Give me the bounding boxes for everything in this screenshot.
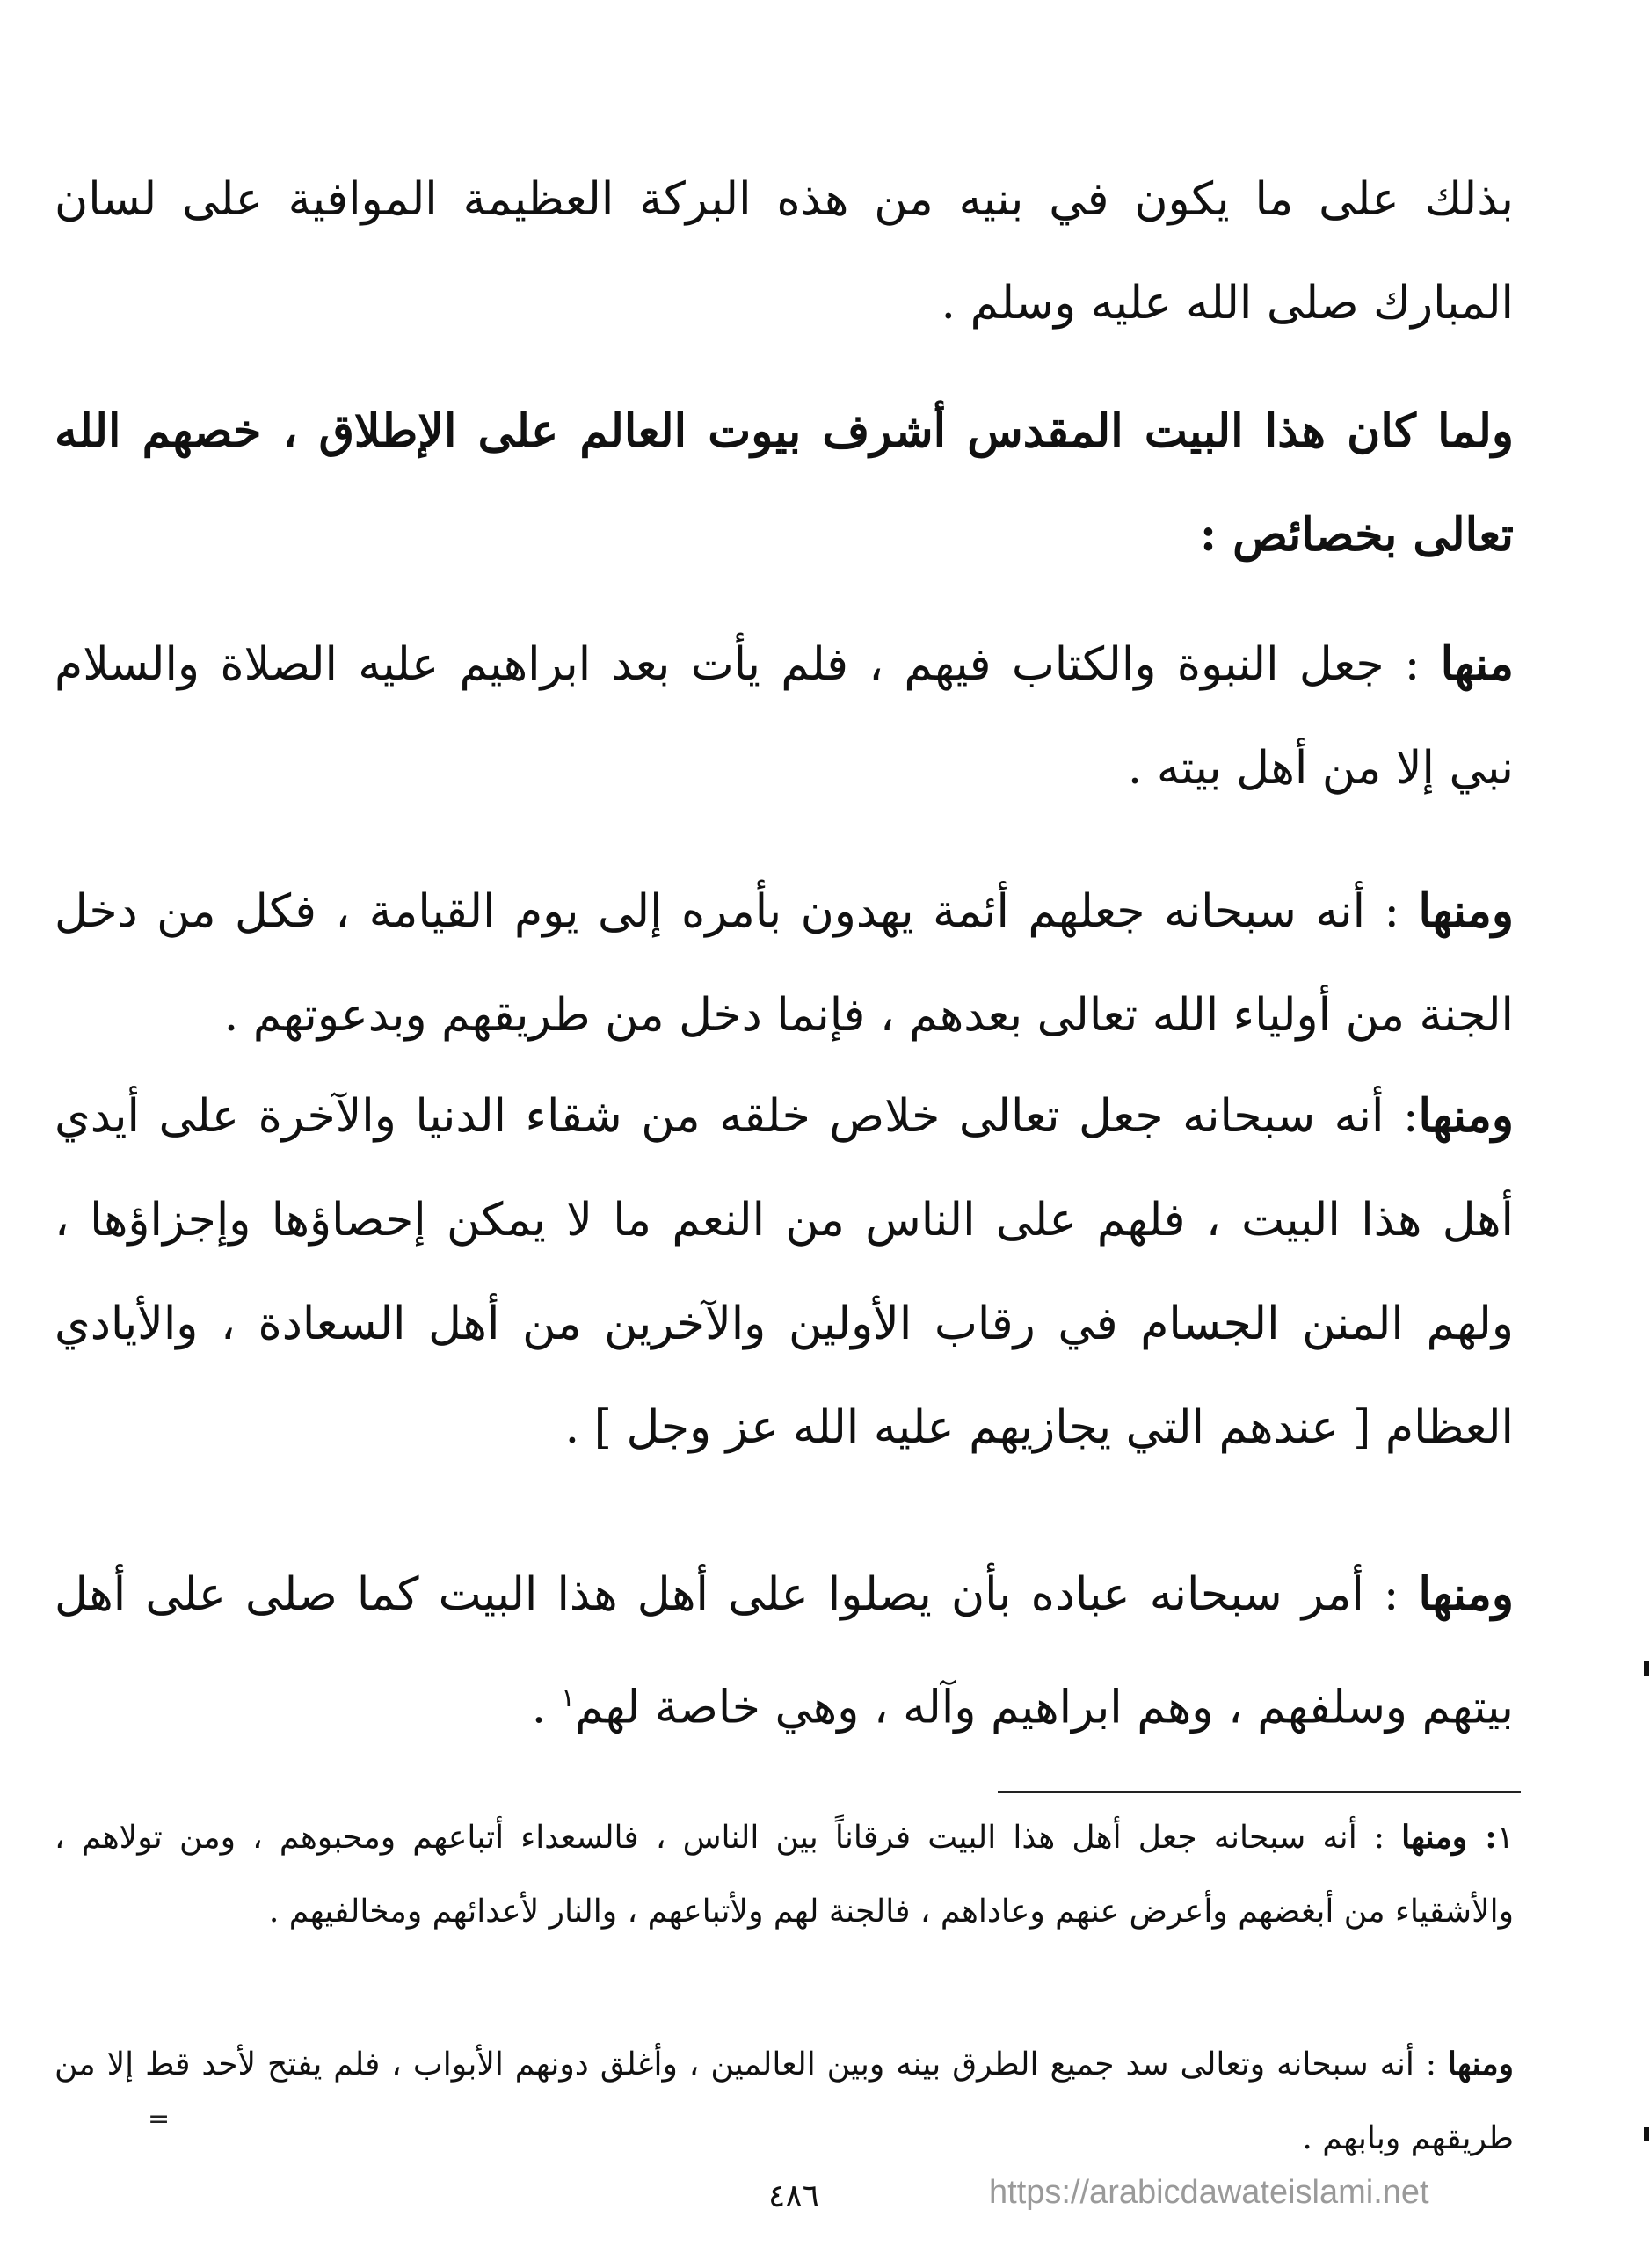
paragraph-intro <box>55 148 1514 355</box>
footnote-text-2: : أنه سبحانه وتعالى سد جميع الطرق بينه وبين العالمين ، وأغلق دونهم الأبواب ، فلم يفتح لأحد قط إلا من طريقهم وبابهم . <box>55 2046 1514 2156</box>
footnote-2 <box>55 2027 1514 2176</box>
paragraph-item-1 <box>55 613 1514 820</box>
footnote-separator <box>998 1791 1521 1793</box>
footnote-lead-2: ومنها <box>1447 2046 1514 2083</box>
footnote-lead-1: : ومنها <box>1401 1819 1497 1856</box>
page-number: ٤٨٦ <box>767 2178 819 2214</box>
item-lead-2: ومنها <box>1418 884 1514 938</box>
watermark-url[interactable]: https://arabicdawateislami.net <box>989 2174 1429 2211</box>
footnote-text-1: : أنه سبحانه جعل أهل هذا البيت فرقاناً بين الناس ، فالسعداء أتباعهم ومحبوهم ، ومن تولاهم ، والأشقياء من أبغضهم وأعرض عنهم وعاداهم ، فالجنة لهم ولأتباعهم ، والنار لأعدائهم ومخالفيهم . <box>55 1820 1514 1930</box>
paragraph-item-3 <box>55 1065 1514 1479</box>
item-lead-3: ومنها <box>1418 1089 1514 1143</box>
paragraph-item-2 <box>55 860 1514 1067</box>
item-text-3: : أنه سبحانه جعل تعالى خلاص خلقه من شقاء الدنيا والآخرة على أيدي أهل هذا البيت ، فلهم على الناس من النعم ما لا يمكن إحصاؤها وإجزاؤها ، ولهم المنن الجسام في رقاب الأولين والآخرين من أهل السعادة ، والأيادي العظام [ عندهم التي يجازيهم عليه الله عز وجل ] . <box>55 1090 1514 1454</box>
margin-marker: = <box>148 2104 171 2134</box>
item-lead-1: منها <box>1440 637 1514 691</box>
scan-edge-mark <box>1644 1661 1649 1676</box>
footnote-1 <box>55 1800 1514 1949</box>
item-lead-4: ومنها <box>1418 1567 1514 1621</box>
item-text-1: : جعل النبوة والكتاب فيهم ، فلم يأت بعد ابراهيم عليه الصلاة والسلام نبي إلا من أهل بيته . <box>55 638 1514 795</box>
item-text-4: : أمر سبحانه عباده بأن يصلوا على أهل هذا البيت كما صلى على أهل بيتهم وسلفهم ، وهم ابراهيم وآله ، وهي خاصة لهم <box>55 1568 1514 1734</box>
footnote-marker-1: ١ <box>1496 1820 1514 1856</box>
section-heading <box>55 380 1514 587</box>
paragraph-item-4 <box>55 1543 1514 1759</box>
paragraph-intro-text: بذلك على ما يكون في بنيه من هذه البركة العظيمة الموافية على لسان المبارك صلى الله عليه وسلم . <box>55 173 1514 330</box>
scan-edge-mark <box>1644 2127 1649 2141</box>
item-text-2: : أنه سبحانه جعلهم أئمة يهدون بأمره إلى يوم القيامة ، فكل من دخل الجنة من أولياء الله تعالى بعدهم ، فإنما دخل من طريقهم وبدعوتهم . <box>55 885 1514 1042</box>
footnote-reference[interactable]: ١ <box>560 1683 575 1713</box>
item-end-4: . <box>531 1681 561 1734</box>
section-heading-text: ولما كان هذا البيت المقدس أشرف بيوت العالم على الإطلاق ، خصهم الله تعالى بخصائص : <box>55 404 1514 562</box>
